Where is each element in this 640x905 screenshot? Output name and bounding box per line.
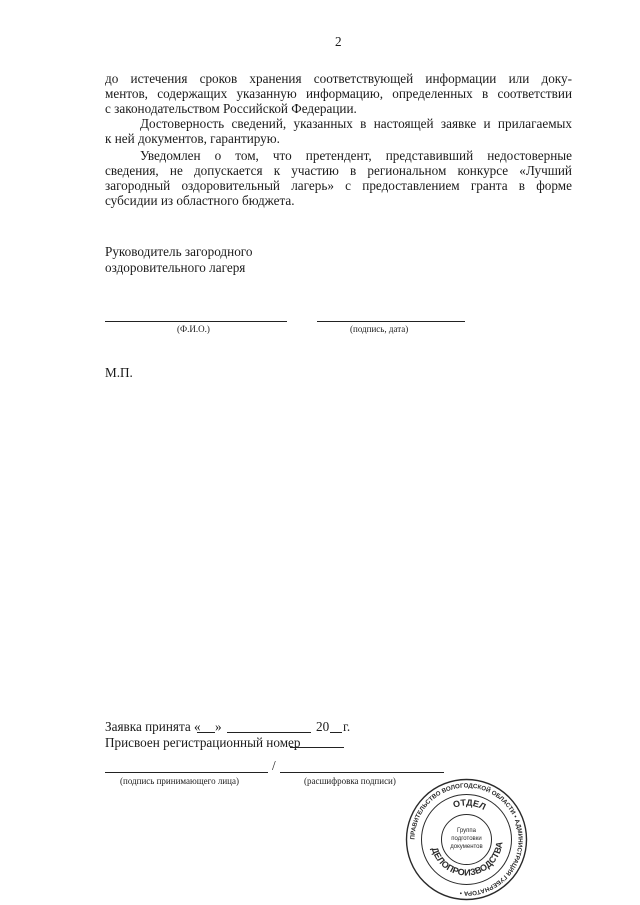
accepted-label: Заявка принята « — [105, 719, 201, 734]
paragraph-1-line-2: ментов, содержащих указанную информацию, определенных в соответствии — [105, 86, 572, 101]
fio-caption: (Ф.И.О.) — [177, 324, 210, 334]
reg-number-line — [290, 747, 344, 748]
paragraph-2-line-1: Достоверность сведений, указанных в настоящей заявке и прилагаемых — [140, 116, 572, 131]
signer-role-line-1: Руководитель загородного — [105, 244, 253, 259]
paragraph-1-line-1: до истечения сроков хранения соответствующей информации или доку- — [105, 71, 572, 86]
receiver-sign-line — [105, 772, 268, 773]
paragraph-3-line-1: Уведомлен о том, что претендент, представивший недостоверные — [140, 148, 572, 163]
slash-separator: / — [272, 758, 276, 773]
reg-number-label: Присвоен регистрационный номер — [105, 735, 301, 750]
receiver-caption: (подпись принимающего лица) — [120, 776, 239, 786]
page-number: 2 — [335, 34, 342, 49]
signature-caption: (подпись, дата) — [350, 324, 409, 334]
stamp-center-line-1: Группа — [456, 828, 477, 834]
fio-line — [105, 321, 287, 322]
decode-sign-line — [280, 772, 444, 773]
year-prefix: 20 — [316, 719, 330, 734]
paragraph-3-line-4: субсидии из областного бюджета. — [105, 193, 295, 208]
year-suffix: г. — [343, 719, 351, 734]
paragraph-3-line-3: загородный оздоровительный лагерь» с предоставлением гранта в форме — [105, 178, 572, 193]
seal-place: М.П. — [105, 365, 133, 380]
stamp-ring-text: ПРАВИТЕЛЬСТВО ВОЛОГОДСКОЙ ОБЛАСТИ • АДМИНИСТРАЦИЯ ГУБЕРНАТОРА • — [409, 782, 524, 897]
paragraph-1-line-3: с законодательством Российской Федерации. — [105, 101, 357, 116]
signer-role-line-2: оздоровительного лагеря — [105, 260, 246, 275]
stamp-top-text: ОТДЕЛ — [451, 797, 488, 812]
department-stamp — [404, 777, 529, 902]
paragraph-3-line-2: сведения, не допускается к участию в региональном конкурсе «Лучший — [105, 163, 572, 178]
decode-caption: (расшифровка подписи) — [304, 776, 396, 786]
year-line — [330, 732, 342, 733]
accepted-day-line — [197, 732, 215, 733]
stamp-center-line-3: документов — [450, 844, 483, 850]
stamp-side-text: ДЕЛОПРОИЗВОДСТВА — [429, 840, 505, 878]
signature-line — [317, 321, 465, 322]
accepted-quote-close: » — [215, 719, 222, 734]
paragraph-2-line-2: к ней документов, гарантирую. — [105, 131, 280, 146]
stamp-center-line-2: подготовки — [451, 836, 482, 842]
accepted-month-line — [227, 732, 311, 733]
